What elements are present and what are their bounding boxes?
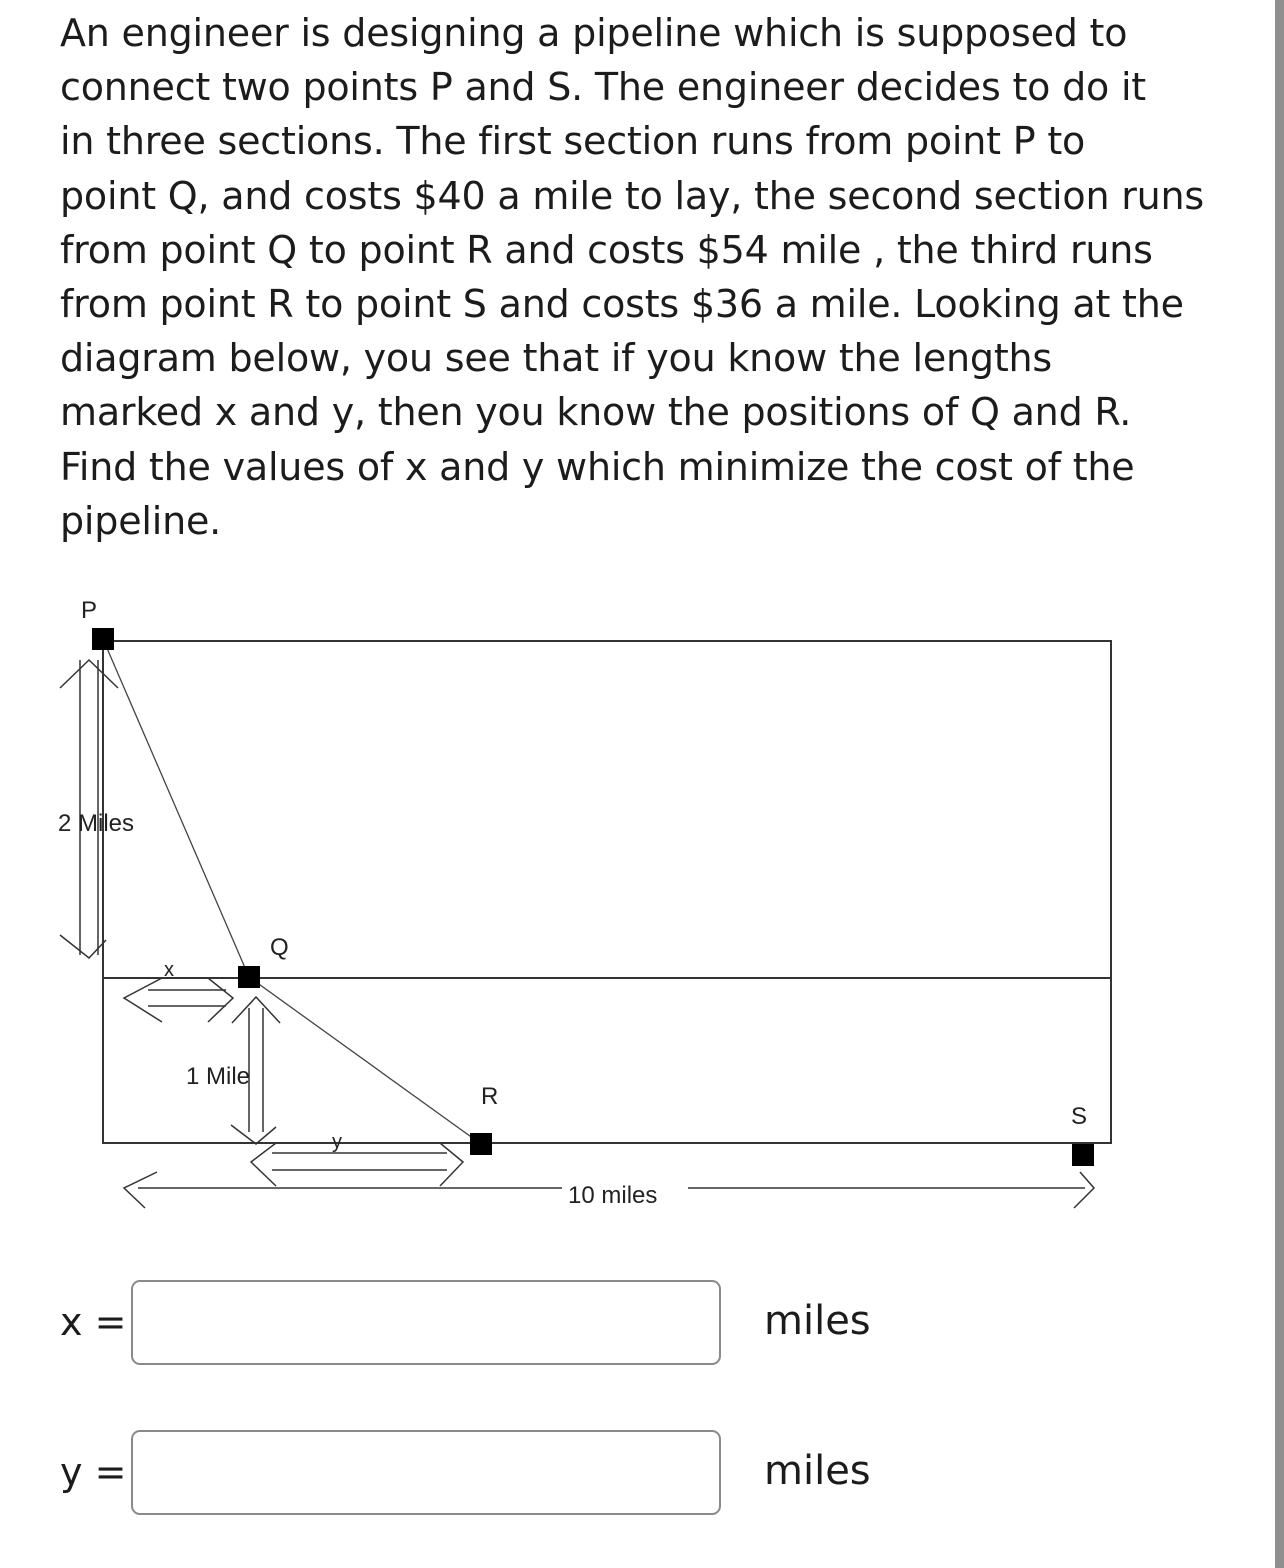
y-label: y	[332, 1131, 342, 1153]
x-equals-label: x =	[60, 1300, 127, 1344]
x-unit-label: miles	[764, 1298, 871, 1344]
x-answer-input[interactable]	[131, 1280, 721, 1365]
point-s-label: S	[1071, 1103, 1088, 1130]
outer-rectangle	[103, 641, 1111, 1143]
two-miles-label: 2 Miles	[58, 810, 135, 837]
point-r-label: R	[481, 1083, 499, 1110]
x-label: x	[164, 959, 174, 981]
point-r-marker	[470, 1133, 492, 1155]
pipeline-diagram	[0, 560, 1180, 1240]
ten-miles-label: 10 miles	[568, 1182, 658, 1209]
pipe-segment-pq	[103, 639, 249, 977]
problem-text: An engineer is designing a pipeline which is supposed to connect two points P and S. The engineer decides to do it in three sections. The first section runs from point P to point Q, and costs $40 a mile to lay, the second section runs from point Q to point R and costs $54 mile , the third runs from point R to point S and costs $36 a mile. Looking at the diagram below, you see that if you know the lengths marked x and y, then you know the positions of Q and R. Find the values of x and y which minimize the cost of the pipeline.	[60, 11, 1204, 543]
point-q-label: Q	[270, 934, 289, 961]
answer-row-x	[0, 1280, 1000, 1370]
y-answer-input[interactable]	[131, 1430, 721, 1515]
point-p-label: P	[81, 597, 98, 624]
scrollbar-edge	[1275, 0, 1284, 1568]
point-s-marker	[1072, 1144, 1094, 1166]
point-p-marker	[92, 628, 114, 650]
pipe-segment-qr	[249, 977, 481, 1144]
y-equals-label: y =	[60, 1450, 127, 1494]
two-miles-dimension-arrow	[60, 660, 118, 958]
x-dimension-arrow	[124, 978, 233, 1022]
one-mile-label: 1 Mile	[186, 1063, 251, 1090]
point-q-marker	[238, 966, 260, 988]
y-unit-label: miles	[764, 1448, 871, 1494]
answer-row-y	[0, 1430, 1000, 1520]
y-dimension-arrow	[251, 1143, 463, 1186]
